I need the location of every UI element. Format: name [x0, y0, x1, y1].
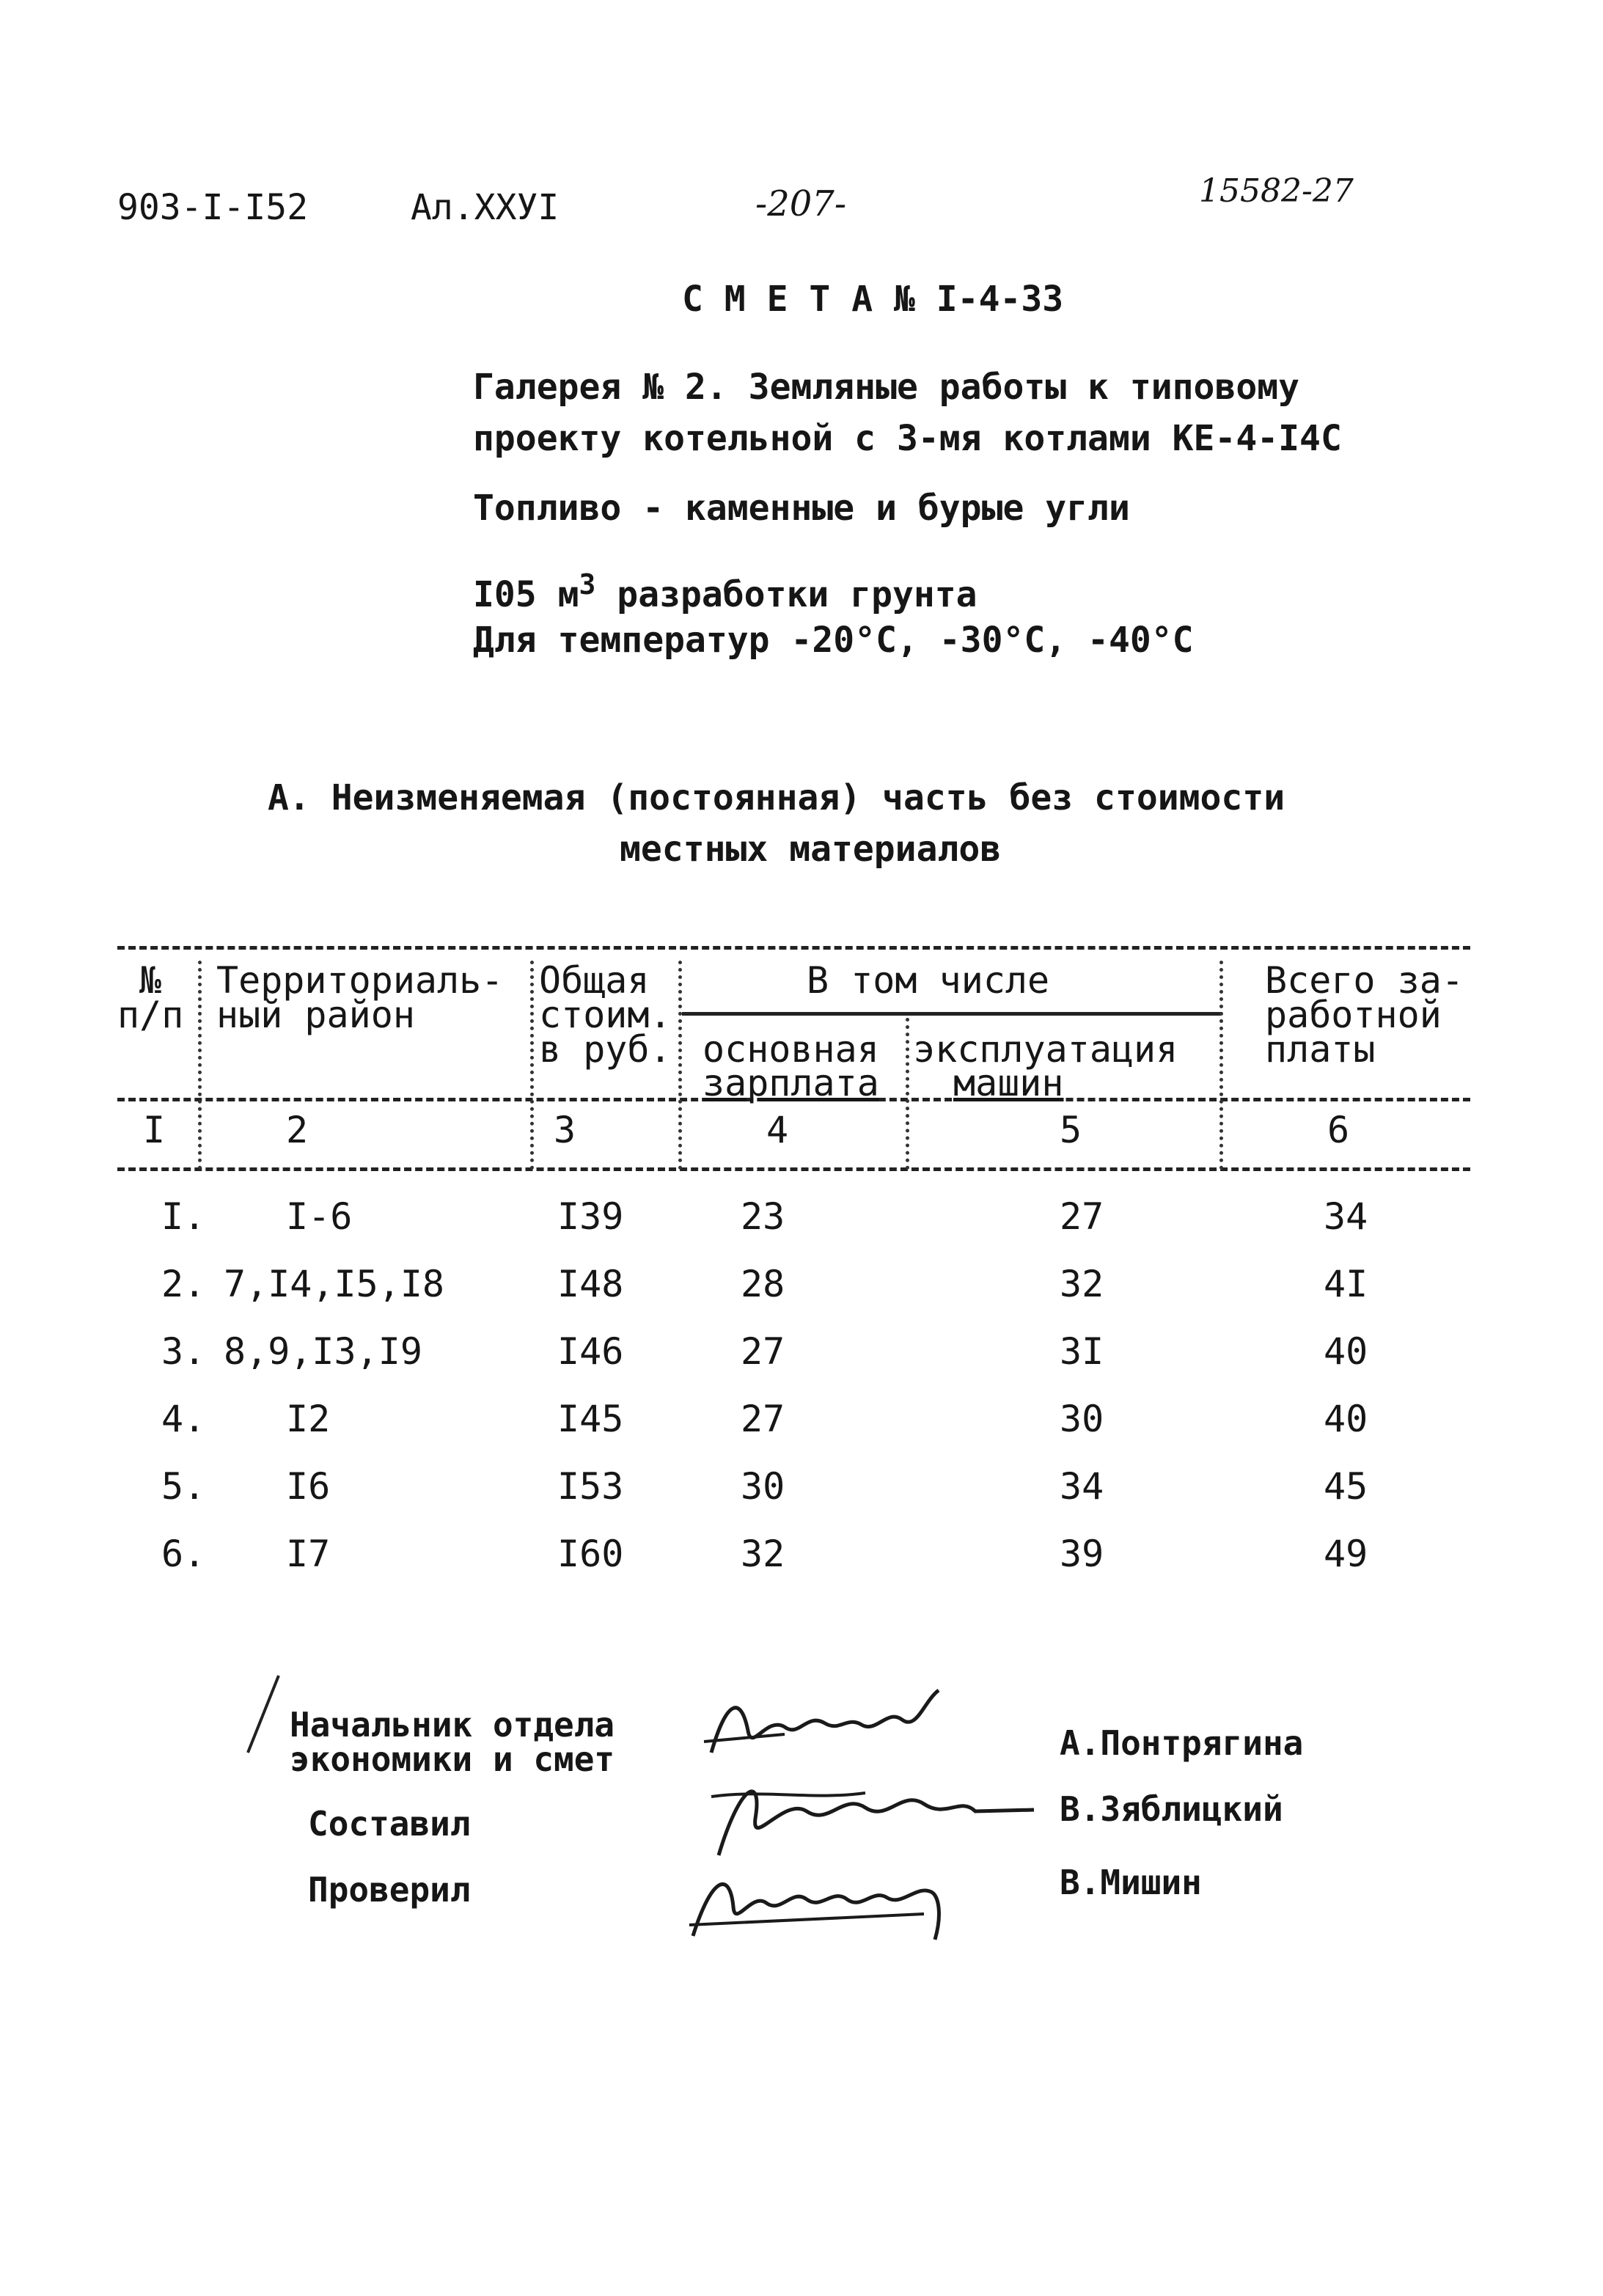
intro-line-1: Галерея № 2. Земляные работы к типовому	[473, 367, 1300, 408]
estimate-title: С М Е Т А № I-4-33	[682, 279, 1064, 320]
row-number: 2.	[161, 1263, 206, 1305]
header-col1-line2: п/п	[117, 994, 184, 1036]
region: I6	[286, 1465, 331, 1508]
signature-1-graphic	[697, 1687, 961, 1775]
total-cost: I53	[557, 1465, 624, 1508]
total-cost: I48	[557, 1263, 624, 1305]
signature-3-graphic	[682, 1855, 961, 1951]
header-col6-line1: Всего за-	[1265, 959, 1464, 1002]
region: I7	[286, 1533, 331, 1575]
section-heading-line-1: А. Неизменяемая (постоянная) часть без стоимости	[268, 777, 1285, 818]
header-col5-line2: машин	[953, 1062, 1064, 1104]
total-cost: I39	[557, 1195, 624, 1238]
total-wages: 45	[1324, 1465, 1368, 1508]
header-col2-line1: Территориаль-	[216, 959, 504, 1002]
section-heading-line-2: местных материалов	[620, 829, 1002, 870]
album-number: Ал.XXУI	[411, 187, 560, 228]
intro-line-4	[473, 568, 977, 615]
header-group-label: В том числе	[807, 959, 1050, 1002]
total-cost: I45	[557, 1398, 624, 1440]
base-wage: 23	[741, 1195, 785, 1238]
colnum-4: 4	[766, 1109, 789, 1151]
header-col3-line3: в руб.	[539, 1028, 672, 1071]
region: I2	[286, 1398, 331, 1440]
signature-2-graphic	[697, 1767, 1041, 1870]
header-col5-line1: эксплуатация	[913, 1028, 1178, 1071]
row-number: 4.	[161, 1398, 206, 1440]
base-wage: 32	[741, 1533, 785, 1575]
total-wages: 49	[1324, 1533, 1368, 1575]
header-col1-line1: №	[139, 959, 162, 1002]
colnum-2: 2	[286, 1109, 309, 1151]
name-checker: В.Мишин	[1060, 1863, 1202, 1902]
machine-operation: 34	[1060, 1465, 1104, 1508]
sheet-number: 15582-27	[1199, 172, 1354, 210]
header-col2-line2: ный район	[216, 994, 415, 1036]
colnum-6: 6	[1327, 1109, 1350, 1151]
header-col4-line1: основная	[703, 1028, 879, 1071]
machine-operation: 3I	[1060, 1330, 1104, 1373]
page-number: -207-	[755, 183, 847, 224]
row-number: I.	[161, 1195, 206, 1238]
base-wage: 30	[741, 1465, 785, 1508]
header-col6-line2: работной	[1265, 994, 1442, 1036]
numbers-bottom-rule	[117, 1167, 1470, 1171]
intro-line-5: Для температур -20°С, -30°С, -40°С	[473, 620, 1194, 661]
total-wages: 40	[1324, 1398, 1368, 1440]
row-number: 6.	[161, 1533, 206, 1575]
row-number: 5.	[161, 1465, 206, 1508]
col-sep-5	[1219, 961, 1223, 1170]
machine-operation: 30	[1060, 1398, 1104, 1440]
col-sep-3	[678, 961, 682, 1170]
role-compiled: Составил	[308, 1804, 471, 1844]
region: 8,9,I3,I9	[224, 1330, 422, 1373]
header-col4-line2: зарплата	[703, 1062, 879, 1104]
role-head-line-1: Начальник отдела	[290, 1705, 615, 1745]
role-head-line-2: экономики и смет	[290, 1739, 615, 1779]
machine-operation: 39	[1060, 1533, 1104, 1575]
cubic-exponent: 3	[579, 568, 596, 601]
name-head: А.Понтрягина	[1060, 1723, 1304, 1763]
volume-description: разработки грунта	[595, 574, 977, 615]
col-sep-2	[530, 961, 534, 1170]
base-wage: 28	[741, 1263, 785, 1305]
volume-value: I05 м	[473, 574, 579, 615]
header-col6-line3: платы	[1265, 1028, 1376, 1071]
machine-operation: 27	[1060, 1195, 1104, 1238]
total-wages: 34	[1324, 1195, 1368, 1238]
approval-slash-mark	[242, 1672, 286, 1760]
col-sep-1	[198, 961, 202, 1170]
intro-line-3: Топливо - каменные и бурые угли	[473, 488, 1130, 529]
colnum-1: I	[143, 1109, 166, 1151]
machine-operation: 32	[1060, 1263, 1104, 1305]
intro-line-2: проекту котельной с 3-мя котлами КЕ-4-I4С	[473, 418, 1342, 459]
region: I-6	[286, 1195, 353, 1238]
total-wages: 4I	[1324, 1263, 1368, 1305]
total-cost: I60	[557, 1533, 624, 1575]
table-top-rule	[117, 946, 1470, 950]
row-number: 3.	[161, 1330, 206, 1373]
header-col3-line1: Общая	[539, 959, 650, 1002]
header-col3-line2: стоим.	[539, 994, 672, 1036]
group-rule	[682, 1012, 1221, 1016]
region: 7,I4,I5,I8	[224, 1263, 445, 1305]
total-cost: I46	[557, 1330, 624, 1373]
colnum-3: 3	[554, 1109, 576, 1151]
col-sep-4	[906, 1018, 909, 1170]
colnum-5: 5	[1060, 1109, 1082, 1151]
base-wage: 27	[741, 1330, 785, 1373]
role-checked: Проверил	[308, 1870, 471, 1910]
name-compiler: В.Зяблицкий	[1060, 1789, 1283, 1829]
total-wages: 40	[1324, 1330, 1368, 1373]
document-code: 903-I-I52	[117, 187, 309, 228]
base-wage: 27	[741, 1398, 785, 1440]
